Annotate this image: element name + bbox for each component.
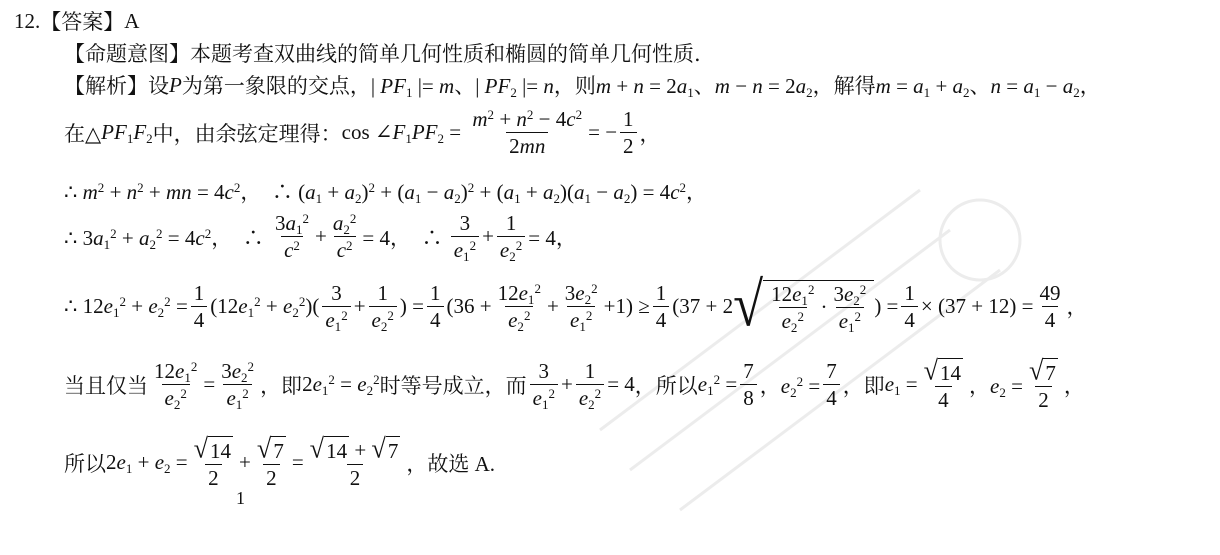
cosine-text-3: ， (639, 121, 661, 146)
math: = (203, 372, 216, 397)
analysis-line (64, 70, 1101, 100)
math: × (37 + 12) = (920, 293, 1034, 318)
fraction: √ 7 2 (256, 433, 284, 491)
math: ，$e_2^2$ = (759, 373, 821, 400)
math: + (482, 224, 494, 249)
math: ) = (399, 293, 424, 318)
fraction: $\frac{3a_1^2}{c^2}$ (274, 210, 309, 263)
math: = 4 (607, 372, 635, 397)
math: $(12e_1^2 + e_2^2)$( (210, 293, 320, 320)
fraction: √ 14 + √ 7 2 (309, 433, 399, 491)
conclusion-text-1: 所以 (64, 451, 106, 476)
math: ∴ $12e_1^2 + e_2^2$ = (64, 293, 188, 320)
math: $2e_1^2 = e_2^2$ (302, 371, 380, 399)
math: +1) ≥ (603, 293, 650, 318)
math: P (169, 72, 182, 97)
fraction: $\frac{1}{4}$ (653, 282, 670, 331)
math: | $PF_1$ |= m、| $PF_2$ |= n (370, 74, 554, 100)
math: $e_1$ = (884, 372, 918, 399)
math: $m + n = 2a_1$、$m - n = 2a_2$ (595, 74, 813, 100)
intent-label: 【命题意图】 (64, 42, 190, 66)
math: ， (1063, 373, 1085, 398)
inequality-line (64, 269, 1088, 340)
equality-text-5: ，即 (842, 373, 885, 398)
equality-text-1: 当且仅当 (64, 373, 148, 398)
conclusion-line (64, 433, 496, 491)
fraction: $\frac{1}{e_2^2}$ (369, 282, 397, 331)
fraction: √ 7 2 (1028, 355, 1056, 413)
math: ∴ $m^2 + n^2$ + mn = $4c^2$， ∴ $(a_1 + a_2)^2 + (a_1 - a_2)^2 + (a_1 + a_2)(a_1 - a_2) = 4c^2$， (64, 179, 708, 206)
fraction: $\frac{12e_1^2}{e_2^2}$ (497, 280, 541, 334)
fraction: $\frac{1}{e_2^2}$ (497, 212, 525, 261)
cosine-line (64, 108, 661, 157)
math: $m = a_1 + a_2$、$n = a_1 - a_2$， (875, 74, 1101, 100)
analysis-text-4: ，解得 (812, 74, 876, 98)
answer-value: A (124, 8, 140, 33)
fraction: $\frac{12e_1^2}{e_2^2}$ (154, 358, 198, 413)
intent-text: 本题考查双曲线的简单几何性质和椭圆的简单几何性质. (190, 42, 701, 66)
fraction: $\frac{3}{e_1^2}$ (322, 282, 350, 331)
math: = 4， ∴ (362, 225, 448, 250)
fraction: √ 14 4 (923, 355, 962, 413)
fraction: $\frac{1}{e_2^2}$ (576, 360, 604, 409)
answer-line (14, 6, 139, 36)
math: = − (588, 120, 618, 145)
therefore-line-1 (64, 176, 707, 206)
analysis-label: 【解析】 (64, 74, 148, 98)
math: (37 + 2 (672, 293, 734, 318)
fraction: √ 14 2 (193, 433, 232, 491)
fraction: $\frac{1}{4}$ (901, 282, 918, 331)
fraction: $\frac{3}{e_1^2}$ (451, 212, 479, 261)
math: + (560, 372, 573, 397)
fraction: $\frac{7}{4}$ (823, 360, 840, 409)
fraction: $\frac{1}{4}$ (427, 282, 444, 331)
equality-text-4: ，所以 (634, 373, 698, 398)
math: $2e_1 + e_2$ = (106, 450, 188, 477)
math: = (291, 450, 304, 475)
fraction: $\frac{3e_2^2}{e_1^2}$ (221, 358, 255, 413)
fraction: $\frac{m^2 + n^2 - 4c^2}{2mn}$ (472, 106, 583, 159)
equality-text-3: 时等号成立，而 (379, 373, 527, 398)
fraction: $\frac{1}{4}$ (191, 282, 208, 331)
conclusion-text-2: ，故选 A. (406, 451, 496, 476)
analysis-text-2: 为第一象限的交点， (181, 74, 371, 98)
fraction: $\frac{3e_2^2}{e_1^2}$ (564, 280, 598, 334)
fraction: $\frac{49}{4}$ (1039, 280, 1061, 332)
math: $\cos \angle F_1PF_2$ = (341, 120, 467, 146)
question-number: 12. (14, 8, 41, 33)
math: + (353, 293, 366, 318)
page-mark: 1 (236, 488, 245, 508)
fraction: $\frac{7}{8}$ (740, 360, 757, 409)
math: ，$e_2$ = (969, 373, 1023, 400)
fraction: $\frac{3}{e_1^2}$ (530, 360, 558, 409)
math: + (315, 224, 327, 249)
math: ， (1066, 295, 1088, 320)
math: = 4， (528, 225, 577, 250)
square-root: √ $\frac{12e_1^2}{e_2^2}$ · $\frac{3e_2^2}{e_1^2}$ (733, 280, 874, 332)
answer-label: 【答案】 (40, 10, 125, 34)
cosine-text-1: 在△ (64, 121, 102, 146)
therefore-line-2 (64, 210, 577, 264)
equality-text-2: ，即 (260, 373, 303, 398)
math: $e_1^2$ = (697, 371, 738, 399)
math: $PF_1F_2$ (101, 120, 153, 146)
fraction: $\frac{a_2^2}{c^2}$ (332, 210, 357, 263)
intent-line (64, 38, 701, 68)
equality-line (64, 355, 1085, 413)
analysis-text-3: ，则 (553, 74, 596, 98)
analysis-text-1: 设 (148, 74, 169, 98)
math: ∴ $3a_1^2 + a_2^2 = 4c^2$， ∴ (64, 225, 269, 252)
cosine-text-2: 中，由余弦定理得： (152, 121, 342, 146)
math: (36 + (446, 293, 492, 318)
fraction: $\frac{1}{2}$ (620, 108, 637, 157)
math: ) = (874, 293, 899, 318)
math: + (546, 293, 559, 318)
math: + (239, 450, 251, 475)
